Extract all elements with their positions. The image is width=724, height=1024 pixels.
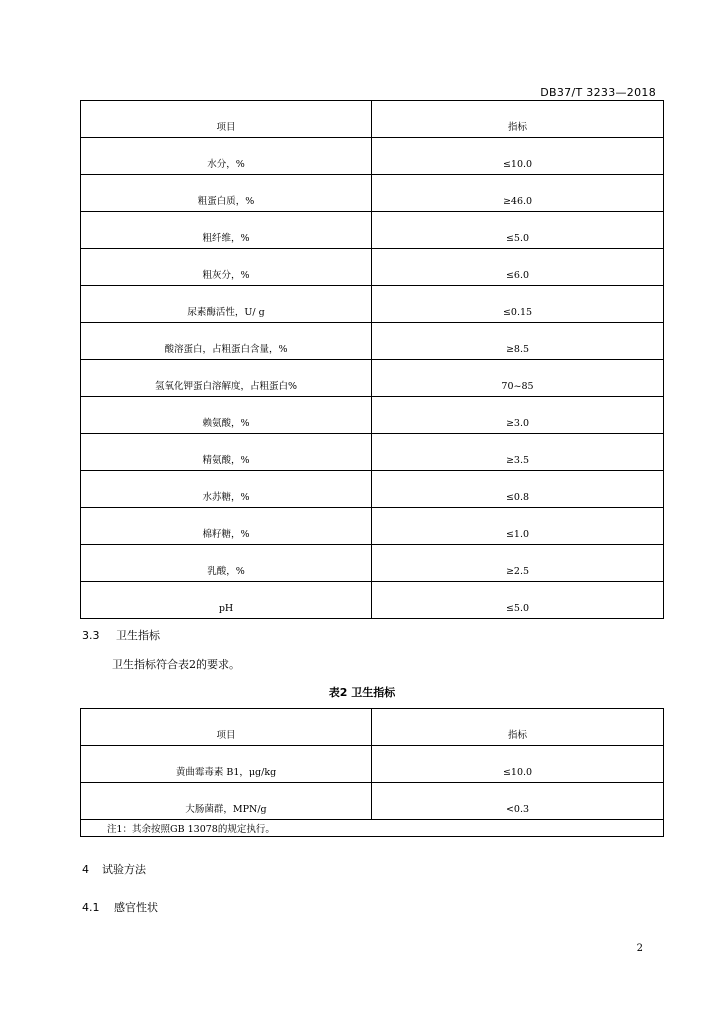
section-number: 3.3 [82,629,100,642]
table-row [81,323,664,360]
section-number: 4 [82,863,89,876]
row-value: ≤1.0 [372,508,664,545]
row-value: ≤5.0 [372,582,664,619]
section-number: 4.1 [82,901,100,914]
table-header-row [81,101,664,138]
table-row [81,360,664,397]
row-value: ≥2.5 [372,545,664,582]
row-value: <0.3 [372,783,664,820]
row-item: 氢氧化钾蛋白溶解度，占粗蛋白% [81,360,372,397]
table-row [81,746,664,783]
row-item: 大肠菌群，MPN/g [81,783,372,820]
row-item: 乳酸，% [81,545,372,582]
table-2-caption: 表2 卫生指标 [328,686,396,699]
table-row [81,138,664,175]
row-item: 黄曲霉毒素 B1，μg/kg [81,746,372,783]
row-value: ≤6.0 [372,249,664,286]
page-number: 2 [636,943,643,954]
column-header-value: 指标 [372,101,664,138]
row-item: 棉籽糖，% [81,508,372,545]
table-row [81,582,664,619]
table-note: 注1：其余按照GB 13078的规定执行。 [81,820,664,837]
section-title: 感官性状 [114,901,158,914]
section-title: 卫生指标 [116,629,160,642]
table-row [81,545,664,582]
table-note-row [81,820,664,837]
table-row [81,434,664,471]
column-header-item: 项目 [81,101,372,138]
table-row [81,212,664,249]
column-header-value: 指标 [372,709,664,746]
row-value: ≤0.8 [372,471,664,508]
spec-table-2 [80,708,664,837]
row-item: 尿素酶活性，U/ g [81,286,372,323]
table-row [81,508,664,545]
row-value: 70~85 [372,360,664,397]
row-value: ≤10.0 [372,138,664,175]
section-heading-4-1 [82,899,158,915]
body-paragraph: 卫生指标符合表2的要求。 [112,658,240,671]
row-value: ≥3.5 [372,434,664,471]
row-item: pH [81,582,372,619]
table-row [81,397,664,434]
row-item: 水苏糖，% [81,471,372,508]
row-value: ≤0.15 [372,286,664,323]
row-item: 粗蛋白质，% [81,175,372,212]
table-row [81,175,664,212]
row-value: ≥3.0 [372,397,664,434]
section-title: 试验方法 [102,863,146,876]
row-item: 粗纤维，% [81,212,372,249]
table-row [81,783,664,820]
table-row [81,286,664,323]
row-item: 赖氨酸，% [81,397,372,434]
row-value: ≤5.0 [372,212,664,249]
section-heading-3-3 [82,627,160,643]
row-value: ≥46.0 [372,175,664,212]
row-value: ≥8.5 [372,323,664,360]
column-header-item: 项目 [81,709,372,746]
document-code: DB37/T 3233—2018 [540,86,656,99]
spec-table-1 [80,100,664,619]
row-item: 酸溶蛋白，占粗蛋白含量，% [81,323,372,360]
table-row [81,249,664,286]
row-item: 粗灰分，% [81,249,372,286]
table-row [81,471,664,508]
row-item: 精氨酸，% [81,434,372,471]
row-item: 水分，% [81,138,372,175]
row-value: ≤10.0 [372,746,664,783]
table-header-row [81,709,664,746]
section-heading-4 [82,861,146,877]
